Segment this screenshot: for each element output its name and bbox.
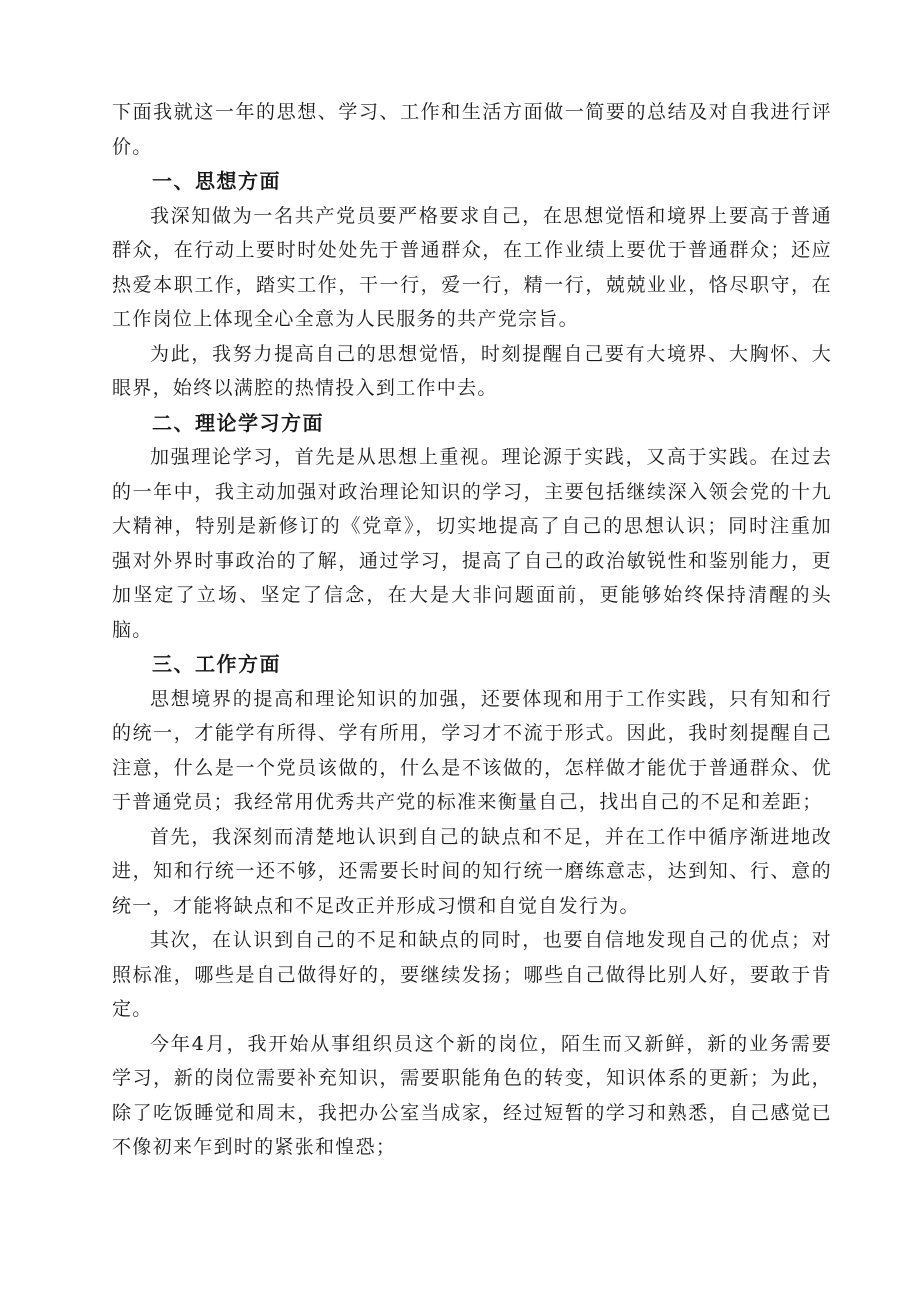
section-heading-work: 三、工作方面 [152,652,281,676]
section-heading-theory-study: 二、理论学习方面 [152,410,324,435]
section-paragraph: 为此，我努力提高自己的思想觉悟，时刻提醒自己要有大境界、大胸怀、大眼界，始终以满腔的热情投入到工作中去。 [112,342,832,399]
section-paragraph: 首先，我深刻而清楚地认识到自己的缺点和不足，并在工作中循序渐进地改进，知和行统一还不够，还需要长时间的知行统一磨练意志，达到知、行、意的统一，才能将缺点和不足改正并形成习惯和自觉自发行为。 [112,825,832,917]
section-heading-thought: 一、思想方面 [152,169,281,193]
intro-paragraph: 下面我就这一年的思想、学习、工作和生活方面做一简要的总结及对自我进行评价。 [112,101,832,158]
section-paragraph: 思想境界的提高和理论知识的加强，还要体现和用于工作实践，只有知和行的统一，才能学有所得、学有所用，学习才不流于形式。因此，我时刻提醒自己注意，什么是一个党员该做的，什么是不该做的，怎样做才能优于普通群众、优于普通党员；我经常用优秀共产党的标准来衡量自己，找出自己的不足和差距； [112,687,832,813]
section-paragraph: 加强理论学习，首先是从思想上重视。理论源于实践，又高于实践。在过去的一年中，我主动加强对政治理论知识的学习，主要包括继续深入领会党的十九大精神，特别是新修订的《党章》，切实地提高了自己的思想认识；同时注重加强对外界时事政治的了解，通过学习，提高了自己的政治敏锐性和鉴别能力，更加坚定了立场、坚定了信念，在大是大非问题面前，更能够始终保持清醒的头脑。 [112,446,832,641]
document-body [112,95,832,1165]
section-paragraph: 我深知做为一名共产党员要严格要求自己，在思想觉悟和境界上要高于普通群众，在行动上要时时处处先于普通群众，在工作业绩上要优于普通群众；还应热爱本职工作，踏实工作，干一行，爱一行，精一行，兢兢业业，恪尽职守，在工作岗位上体现全心全意为人民服务的共产党宗旨。 [112,204,832,330]
section-paragraph: 其次，在认识到自己的不足和缺点的同时，也要自信地发现自己的优点；对照标准，哪些是自己做得好的，要继续发扬；哪些自己做得比别人好，要敢于肯定。 [112,929,832,1020]
section-paragraph: 今年4月，我开始从事组织员这个新的岗位，陌生而又新鲜，新的业务需要学习，新的岗位需要补充知识，需要职能角色的转变，知识体系的更新；为此，除了吃饭睡觉和周末，我把办公室当成家，经过短暂的学习和熟悉，自己感觉已不像初来乍到时的紧张和惶恐； [112,1032,832,1158]
